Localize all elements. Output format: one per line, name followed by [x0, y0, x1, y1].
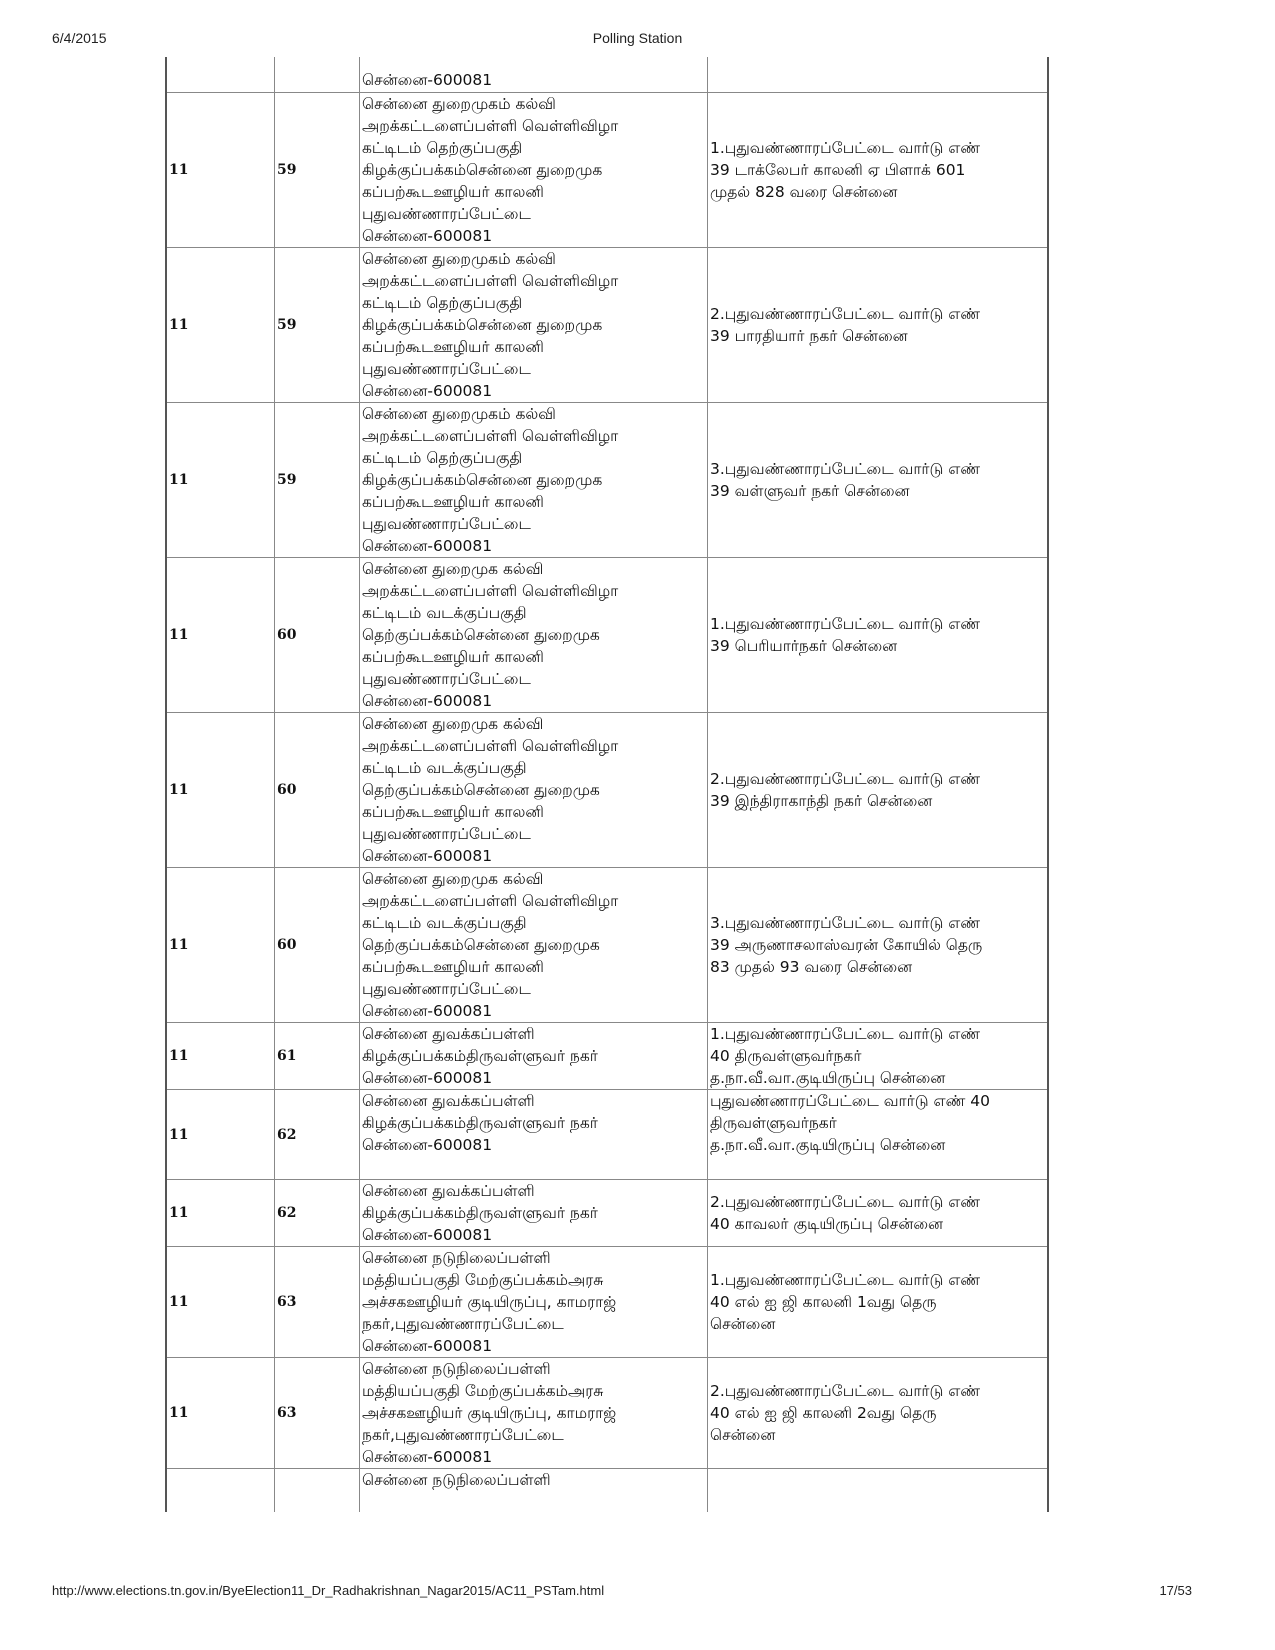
- ps-number: 60: [274, 868, 359, 1022]
- page-title: Polling Station: [592, 30, 683, 46]
- ac-number: 11: [169, 1048, 189, 1064]
- page-number: 17/53: [1159, 1583, 1192, 1598]
- ps-number: 59: [274, 93, 359, 247]
- ps-number: 59: [274, 248, 359, 402]
- ps-number: [274, 57, 359, 92]
- table-row: [167, 867, 1047, 1022]
- polling-area: 1.புதுவண்ணாரப்பேட்டை வார்டு எண் 39 டாக்லேபர் காலனி ஏ பிளாக் 601 முதல் 828 வரை சென்னை: [707, 93, 1047, 247]
- station-name: சென்னை துறைமுக கல்வி அறக்கட்டளைப்பள்ளி வெள்ளிவிழா கட்டிடம் வடக்குப்பகுதி தெற்குப்பக்கம்சென்னை துறைமுக கப்பற்கூடஊழியர் காலனி புதுவண்ணாரப்பேட்டை சென்னை-600081: [359, 558, 707, 712]
- table-row: [167, 92, 1047, 247]
- ac-number: 11: [169, 1405, 189, 1421]
- table-row: [167, 247, 1047, 402]
- table-row: [167, 1357, 1047, 1468]
- polling-area: 3.புதுவண்ணாரப்பேட்டை வார்டு எண் 39 வள்ளுவர் நகர் சென்னை: [707, 403, 1047, 557]
- polling-area: [707, 1469, 1047, 1512]
- table-row: [167, 1468, 1047, 1512]
- station-name: சென்னை துவக்கப்பள்ளி கிழக்குப்பக்கம்திருவள்ளுவர் நகர் சென்னை-600081: [359, 1090, 707, 1179]
- station-name: சென்னை துறைமுகம் கல்வி அறக்கட்டளைப்பள்ளி வெள்ளிவிழா கட்டிடம் தெற்குப்பகுதி கிழக்குப்பக்கம்சென்னை துறைமுக கப்பற்கூடஊழியர் காலனி புதுவண்ணாரப்பேட்டை சென்னை-600081: [359, 248, 707, 402]
- ac-number: [167, 57, 274, 92]
- station-name: சென்னை துறைமுகம் கல்வி அறக்கட்டளைப்பள்ளி வெள்ளிவிழா கட்டிடம் தெற்குப்பகுதி கிழக்குப்பக்கம்சென்னை துறைமுக கப்பற்கூடஊழியர் காலனி புதுவண்ணாரப்பேட்டை சென்னை-600081: [359, 403, 707, 557]
- ac-number: 11: [169, 1205, 189, 1221]
- table-row: [167, 1022, 1047, 1089]
- ps-number: 62: [274, 1180, 359, 1246]
- table-row: [167, 402, 1047, 557]
- table-row: [167, 1246, 1047, 1357]
- table-row: [167, 1179, 1047, 1246]
- ac-number: 11: [169, 1294, 189, 1310]
- polling-area: 1.புதுவண்ணாரப்பேட்டை வார்டு எண் 40 எல் ஐ ஜி காலனி 1வது தெரு சென்னை: [707, 1247, 1047, 1357]
- ps-number: 60: [274, 713, 359, 867]
- station-name: சென்னை துறைமுகம் கல்வி அறக்கட்டளைப்பள்ளி வெள்ளிவிழா கட்டிடம் தெற்குப்பகுதி கிழக்குப்பக்கம்சென்னை துறைமுக கப்பற்கூடஊழியர் காலனி புதுவண்ணாரப்பேட்டை சென்னை-600081: [359, 93, 707, 247]
- table-row: [167, 1089, 1047, 1179]
- polling-area: 2.புதுவண்ணாரப்பேட்டை வார்டு எண் 40 காவலர் குடியிருப்பு சென்னை: [707, 1180, 1047, 1246]
- ps-number: 61: [274, 1023, 359, 1089]
- ac-number: [167, 1469, 274, 1512]
- table-row: [167, 712, 1047, 867]
- station-name: சென்னை துறைமுக கல்வி அறக்கட்டளைப்பள்ளி வெள்ளிவிழா கட்டிடம் வடக்குப்பகுதி தெற்குப்பக்கம்சென்னை துறைமுக கப்பற்கூடஊழியர் காலனி புதுவண்ணாரப்பேட்டை சென்னை-600081: [359, 713, 707, 867]
- station-name: சென்னை நடுநிலைப்பள்ளி மத்தியப்பகுதி மேற்குப்பக்கம்அரசு அச்சகஊழியர் குடியிருப்பு, காமராஜ் நகர்,புதுவண்ணாரப்பேட்டை சென்னை-600081: [359, 1358, 707, 1468]
- station-name: சென்னை துறைமுக கல்வி அறக்கட்டளைப்பள்ளி வெள்ளிவிழா கட்டிடம் வடக்குப்பகுதி தெற்குப்பக்கம்சென்னை துறைமுக கப்பற்கூடஊழியர் காலனி புதுவண்ணாரப்பேட்டை சென்னை-600081: [359, 868, 707, 1022]
- ac-number: 11: [169, 472, 189, 488]
- station-name: சென்னை-600081: [359, 57, 707, 92]
- polling-area: [707, 57, 1047, 92]
- ac-number: 11: [169, 627, 189, 643]
- print-date: 6/4/2015: [52, 30, 107, 46]
- station-name: சென்னை துவக்கப்பள்ளி கிழக்குப்பக்கம்திருவள்ளுவர் நகர் சென்னை-600081: [359, 1023, 707, 1089]
- ac-number: 11: [169, 782, 189, 798]
- polling-area: 1.புதுவண்ணாரப்பேட்டை வார்டு எண் 39 பெரியார்நகர் சென்னை: [707, 558, 1047, 712]
- ps-number: 63: [274, 1247, 359, 1357]
- page-url: http://www.elections.tn.gov.in/ByeElection11_Dr_Radhakrishnan_Nagar2015/AC11_PSTam.html: [52, 1583, 605, 1598]
- polling-area: புதுவண்ணாரப்பேட்டை வார்டு எண் 40 திருவள்ளுவர்நகர் த.நா.வீ.வா.குடியிருப்பு சென்னை: [707, 1090, 1047, 1179]
- ps-number: 62: [274, 1090, 359, 1179]
- polling-area: 2.புதுவண்ணாரப்பேட்டை வார்டு எண் 39 பாரதியார் நகர் சென்னை: [707, 248, 1047, 402]
- station-name: சென்னை நடுநிலைப்பள்ளி மத்தியப்பகுதி மேற்குப்பக்கம்அரசு அச்சகஊழியர் குடியிருப்பு, காமராஜ் நகர்,புதுவண்ணாரப்பேட்டை சென்னை-600081: [359, 1247, 707, 1357]
- ac-number: 11: [169, 162, 189, 178]
- ps-number: 60: [274, 558, 359, 712]
- table-row: [167, 557, 1047, 712]
- ac-number: 11: [169, 937, 189, 953]
- polling-area: 3.புதுவண்ணாரப்பேட்டை வார்டு எண் 39 அருணாசலாஸ்வரன் கோயில் தெரு 83 முதல் 93 வரை சென்னை: [707, 868, 1047, 1022]
- polling-station-table: [165, 57, 1049, 1512]
- ac-number: 11: [169, 1126, 189, 1143]
- ps-number: 59: [274, 403, 359, 557]
- polling-area: 2.புதுவண்ணாரப்பேட்டை வார்டு எண் 39 இந்திராகாந்தி நகர் சென்னை: [707, 713, 1047, 867]
- station-name: சென்னை நடுநிலைப்பள்ளி: [359, 1469, 707, 1512]
- polling-area: 1.புதுவண்ணாரப்பேட்டை வார்டு எண் 40 திருவள்ளுவர்நகர் த.நா.வீ.வா.குடியிருப்பு சென்னை: [707, 1023, 1047, 1089]
- ps-number: [274, 1469, 359, 1512]
- ac-number: 11: [169, 317, 189, 333]
- ps-number: 63: [274, 1358, 359, 1468]
- table-row: [167, 57, 1047, 92]
- polling-area: 2.புதுவண்ணாரப்பேட்டை வார்டு எண் 40 எல் ஐ ஜி காலனி 2வது தெரு சென்னை: [707, 1358, 1047, 1468]
- station-name: சென்னை துவக்கப்பள்ளி கிழக்குப்பக்கம்திருவள்ளுவர் நகர் சென்னை-600081: [359, 1180, 707, 1246]
